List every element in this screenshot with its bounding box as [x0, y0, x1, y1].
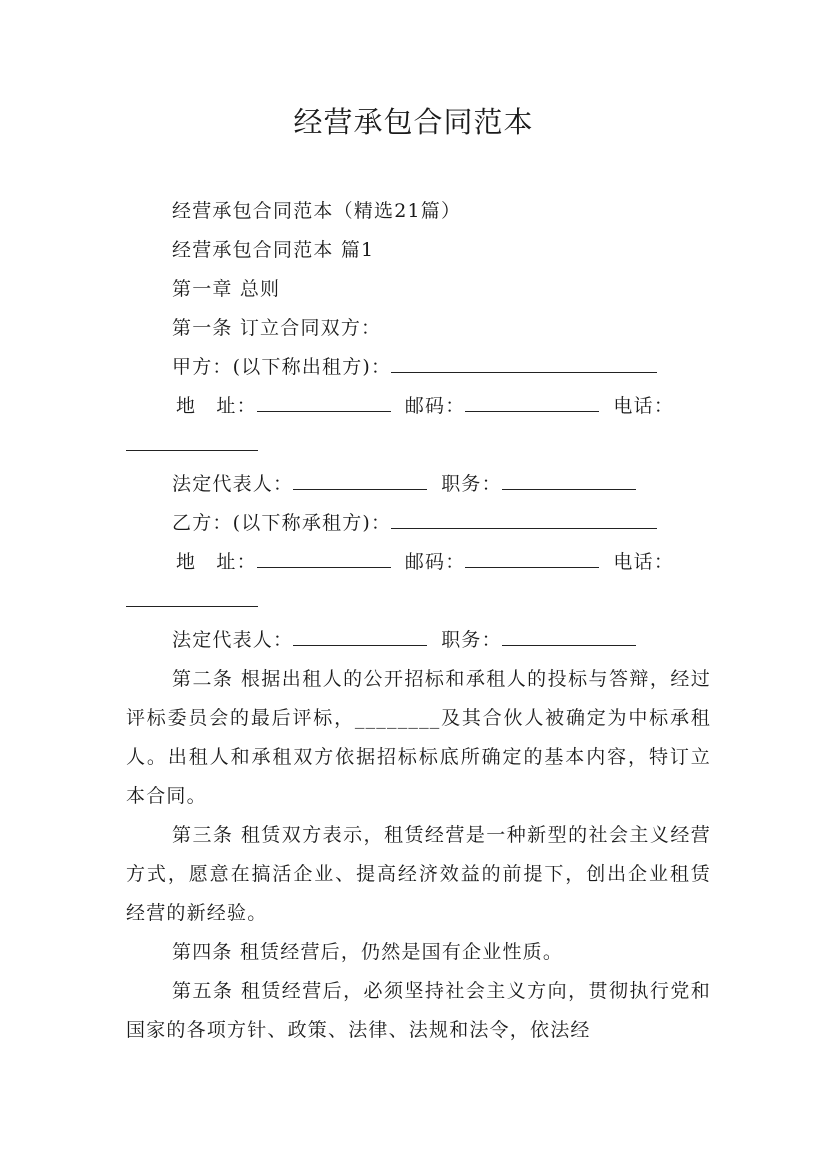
party-b-address-label: 地 址：	[176, 551, 257, 573]
party-b-rep-blank	[293, 623, 427, 646]
party-a-rep-line	[126, 465, 711, 504]
party-a-postcode-label: 邮码：	[404, 395, 466, 417]
party-a-address-label: 地 址：	[176, 395, 257, 417]
party-a-rep-label: 法定代表人：	[172, 473, 294, 495]
party-b-label: 乙方：(以下称承租方)：	[172, 512, 392, 534]
party-a-label: 甲方：(以下称出租方)：	[172, 356, 392, 378]
party-b-address-line	[126, 543, 711, 582]
party-a-rep-blank	[293, 467, 427, 490]
party-b-address-blank	[257, 545, 391, 568]
chapter-heading: 第一章 总则	[172, 278, 281, 300]
article-1: 第一条 订立合同双方：	[172, 317, 382, 339]
party-a-name-blank	[391, 350, 657, 373]
party-b-phone-label: 电话：	[613, 551, 675, 573]
section-heading: 经营承包合同范本 篇1	[172, 239, 375, 261]
party-a-address-line	[126, 387, 711, 426]
party-b-rep-label: 法定代表人：	[172, 629, 294, 651]
article-3: 第三条 租赁双方表示，租赁经营是一种新型的社会主义经营方式，愿意在搞活企业、提高经济效益的前提下，创出企业租赁经营的新经验。	[126, 824, 711, 924]
party-b-position-blank	[502, 623, 636, 646]
party-a-address-blank	[257, 389, 391, 412]
article-5: 第五条 租赁经营后，必须坚持社会主义方向，贯彻执行党和国家的各项方针、政策、法律、法规和法令，依法经	[126, 980, 711, 1041]
party-b-postcode-blank	[465, 545, 599, 568]
party-b-position-label: 职务：	[441, 629, 502, 651]
party-a-phone-blank	[126, 428, 258, 451]
article-2: 第二条 根据出租人的公开招标和承租人的投标与答辩，经过评标委员会的最后评标，________及其合伙人被确定为中标承租人。出租人和承租双方依据招标标底所确定的基本内容，特订立本合同。	[126, 668, 711, 807]
party-b-name-blank	[391, 506, 657, 529]
article-4: 第四条 租赁经营后，仍然是国有企业性质。	[172, 941, 564, 963]
party-b-phone-blank	[126, 584, 258, 607]
party-b-phone-line	[126, 582, 711, 621]
document-title: 经营承包合同范本	[293, 105, 534, 139]
party-a-line	[126, 348, 711, 387]
party-b-postcode-label: 邮码：	[404, 551, 466, 573]
party-b-line	[126, 504, 711, 543]
party-a-position-blank	[502, 467, 636, 490]
party-a-position-label: 职务：	[441, 473, 502, 495]
party-a-postcode-blank	[465, 389, 599, 412]
party-a-phone-label: 电话：	[613, 395, 675, 417]
party-a-phone-line	[126, 426, 711, 465]
document-body	[126, 192, 711, 1050]
document-subtitle: 经营承包合同范本（精选21篇）	[172, 200, 462, 222]
party-b-rep-line	[126, 621, 711, 660]
